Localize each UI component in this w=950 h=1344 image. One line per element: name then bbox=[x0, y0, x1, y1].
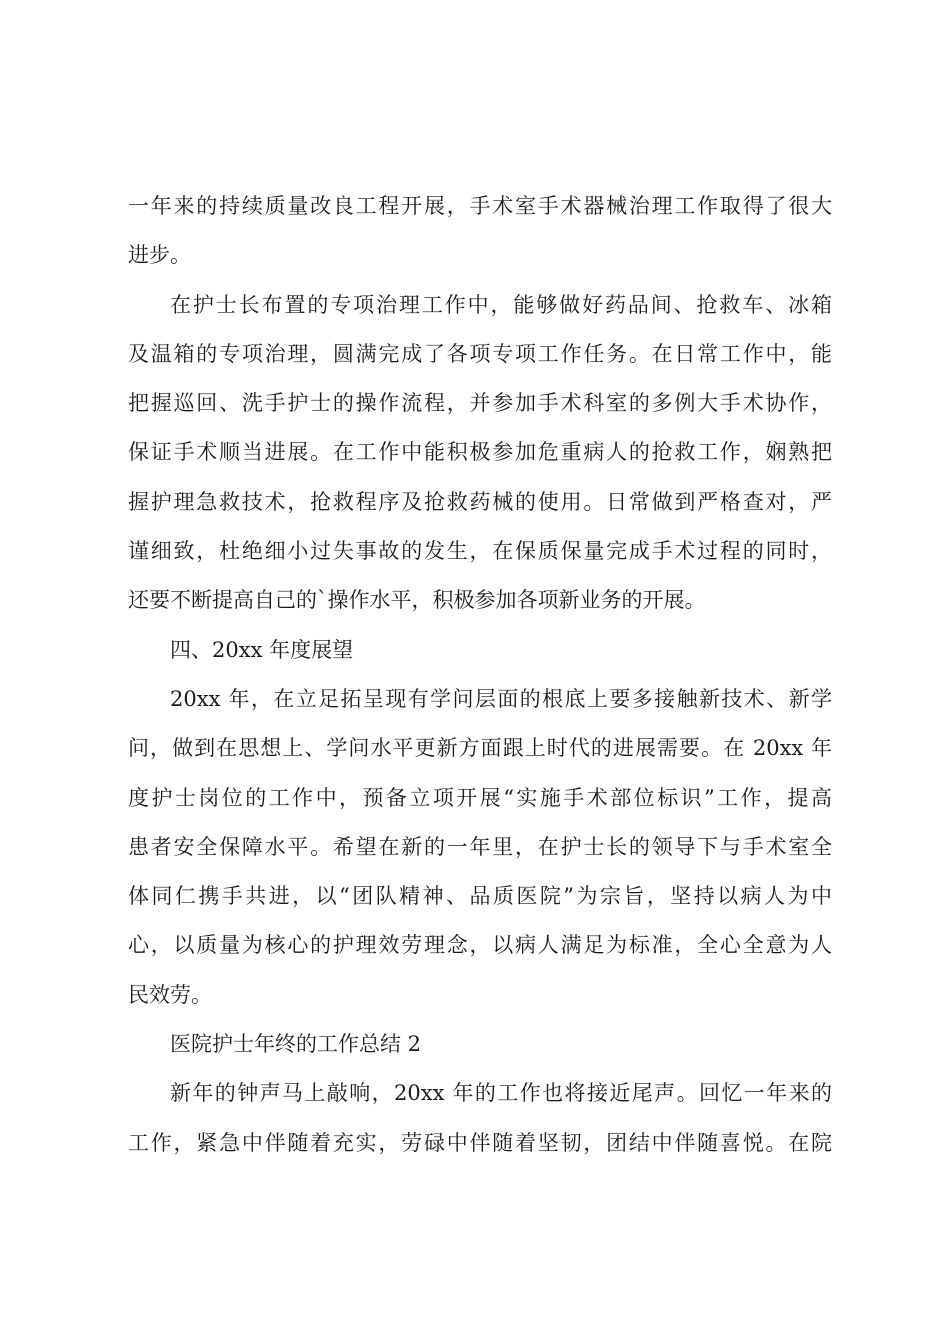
text-line: 问，做到在思想上、学问水平更新方面跟上时代的进展需要。在 20xx 年 bbox=[128, 736, 832, 761]
text-line: 患者安全保障水平。希望在新的一年里，在护士长的领导下与手术室全 bbox=[128, 834, 832, 859]
section-heading-outlook bbox=[128, 626, 832, 675]
text-line: 心，以质量为核心的护理效劳理念，以病人满足为标准，全心全意为人 bbox=[128, 933, 832, 958]
text-line: 进步。 bbox=[128, 243, 191, 268]
text-line: 保证手术顺当进展。在工作中能积极参加危重病人的抢救工作，娴熟把 bbox=[128, 440, 832, 465]
paragraph-intro-continuation bbox=[128, 182, 832, 281]
section-heading-summary-2 bbox=[128, 1020, 832, 1069]
text-line: 还要不断提高自己的`操作水平，积极参加各项新业务的开展。 bbox=[128, 588, 706, 613]
text-line: 四、20xx 年度展望 bbox=[170, 637, 354, 662]
text-line: 在护士长布置的专项治理工作中，能够做好药品间、抢救车、冰箱 bbox=[170, 292, 832, 317]
text-line: 握护理急救技术，抢救程序及抢救药械的使用。日常做到严格查对，严 bbox=[128, 489, 832, 514]
text-line: 20xx 年，在立足拓呈现有学问层面的根底上要多接触新技术、新学 bbox=[170, 686, 832, 711]
document-body bbox=[128, 182, 832, 1168]
text-line: 工作，紧急中伴随着充实，劳碌中伴随着坚韧，团结中伴随喜悦。在院 bbox=[128, 1130, 832, 1155]
text-line: 度护士岗位的工作中，预备立项开展“实施手术部位标识”工作，提高 bbox=[128, 785, 832, 810]
paragraph-new-year bbox=[128, 1069, 832, 1168]
text-line: 医院护士年终的工作总结 2 bbox=[170, 1032, 422, 1057]
text-line: 及温箱的专项治理，圆满完成了各项专项工作任务。在日常工作中，能 bbox=[128, 341, 832, 366]
paragraph-outlook bbox=[128, 675, 832, 1020]
text-line: 一年来的持续质量改良工程开展，手术室手术器械治理工作取得了很大 bbox=[128, 194, 832, 218]
text-line: 民效劳。 bbox=[128, 982, 212, 1007]
paragraph-special-management bbox=[128, 281, 832, 626]
text-line: 谨细致，杜绝细小过失事故的发生，在保质保量完成手术过程的同时， bbox=[128, 539, 832, 564]
text-line: 把握巡回、洗手护士的操作流程，并参加手术科室的多例大手术协作， bbox=[128, 391, 832, 416]
text-line: 体同仁携手共进，以“团队精神、品质医院”为宗旨，坚持以病人为中 bbox=[128, 884, 832, 909]
text-line: 新年的钟声马上敲响，20xx 年的工作也将接近尾声。回忆一年来的 bbox=[170, 1081, 832, 1106]
